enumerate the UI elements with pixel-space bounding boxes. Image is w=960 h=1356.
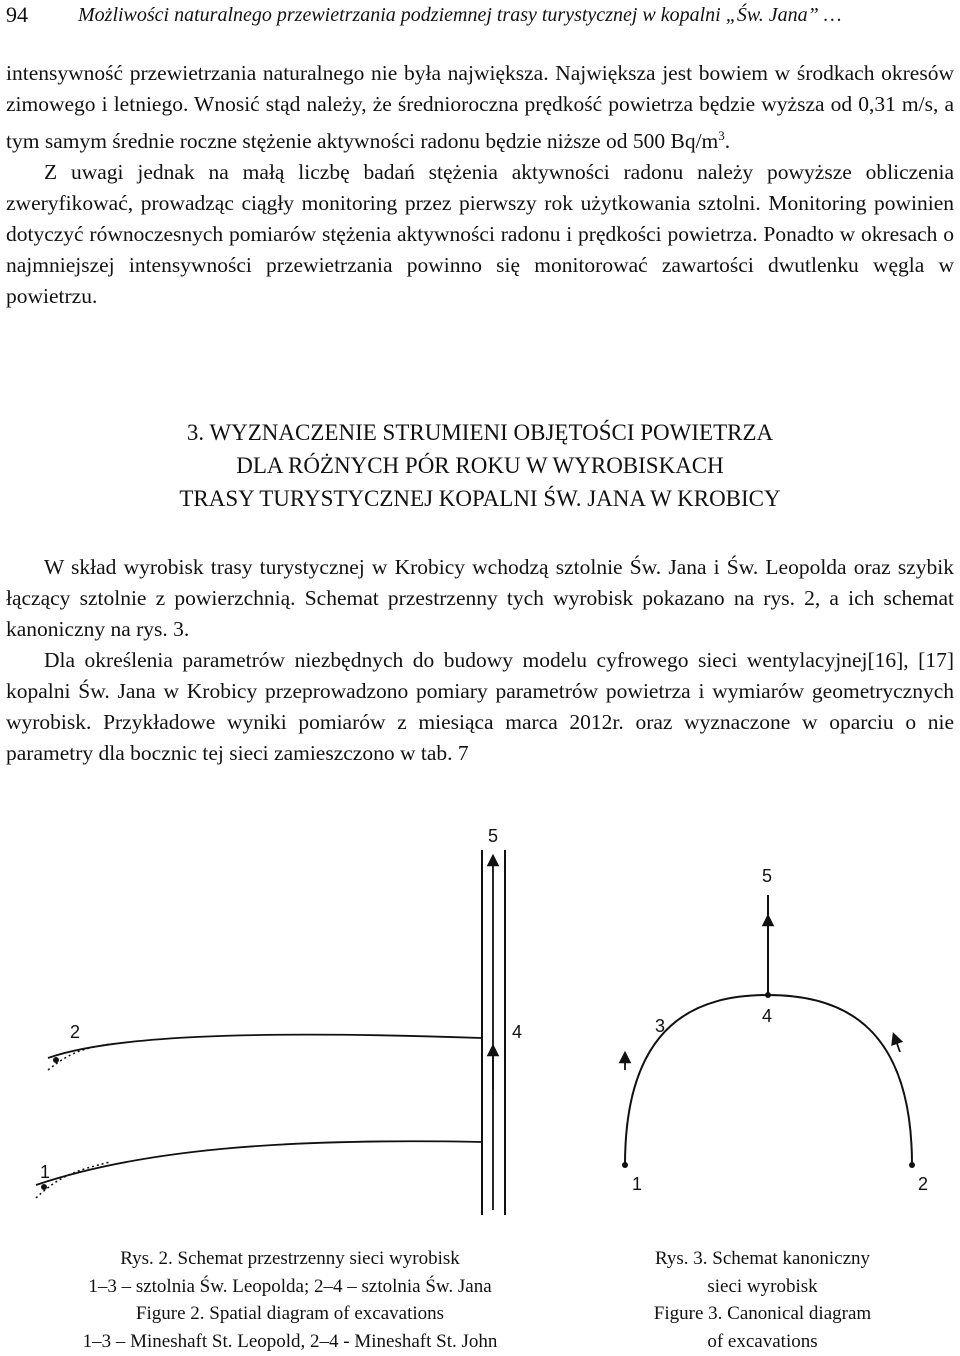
node-label: 1: [632, 1174, 643, 1194]
paragraph: intensywność przewietrzania naturalnego nie była największa. Największa jest bowiem w środkach okresów zimowego i letniego. Wnosić stąd należy, że średnioroczna prędkość powietrza będzie wyższa od 0,31 m/s, a tym samym średnie roczne stężenie aktywności radonu będzie niższe od 500 $Bq/m^3$.: [6, 61, 954, 154]
caption-line: 1–3 – Mineshaft St. Leopold, 2–4 - Mineshaft St. John: [82, 1330, 498, 1352]
caption-line: 1–3 – sztolnia Św. Leopolda; 2–4 – sztolnia Św. Jana: [88, 1275, 492, 1297]
body-text-top: [6, 58, 954, 312]
body-text-bottom: [6, 552, 954, 769]
node-1: [41, 1184, 47, 1190]
caption-line: Figure 3. Canonical diagram: [653, 1303, 872, 1324]
node-label: 3: [655, 1016, 666, 1036]
heading-line: 3. WYZNACZENIE STRUMIENI OBJĘTOŚCI POWIETRZA: [186, 420, 774, 445]
gallery-2-4-line: [48, 1035, 482, 1058]
node-4: [765, 992, 771, 998]
node-1: [622, 1162, 628, 1168]
airflow-arrow-2-4: [895, 1038, 900, 1052]
caption-line: sieci wyrobisk: [707, 1275, 818, 1297]
node-label: 5: [762, 866, 773, 886]
gallery-2-hatching: [48, 1044, 110, 1070]
figure-2-spatial-diagram: [36, 826, 522, 1215]
figures: [0, 820, 960, 1240]
node-label: 4: [762, 1006, 773, 1026]
node-label: 2: [918, 1174, 929, 1194]
node-label: 2: [70, 1022, 81, 1042]
running-title: Możliwości naturalnego przewietrzania podziemnej trasy turystycznej w kopalni „Św. Jana” …: [78, 4, 842, 26]
node-label: 1: [40, 1162, 51, 1182]
node-label: 4: [512, 1022, 523, 1042]
node-2: [909, 1162, 915, 1168]
caption-line: of excavations: [707, 1330, 818, 1352]
figure-3-caption: [615, 1245, 910, 1355]
paragraph: Z uwagi jednak na małą liczbę badań stężenia aktywności radonu należy powyższe obliczenia zweryfikować, prowadząc ciągły monitoring przez pierwszy rok użytkowania sztolni. Monitoring powinien dotyczyć równoczesnych pomiarów stężenia aktywności radonu i prędkości powietrza. Ponadto w okresach o najmniejszej intensywności przewietrzania powinno się monitorować zawartości dwutlenku węgla w powietrzu.: [6, 160, 954, 309]
caption-line: Figure 2. Spatial diagram of excavations: [135, 1303, 445, 1324]
section-heading: [0, 416, 960, 515]
figure-3-canonical-diagram: [622, 866, 928, 1194]
heading-line: DLA RÓŻNYCH PÓR ROKU W WYROBISKACH: [236, 453, 724, 478]
figure-2-caption: [30, 1245, 550, 1355]
paragraph: W skład wyrobisk trasy turystycznej w Krobicy wchodzą sztolnie Św. Jana i Św. Leopolda oraz szybik łączący sztolnie z powierzchnią. Schemat przestrzenny tych wyrobisk pokazano na rys. 2, a ich schemat kanoniczny na rys. 3.: [6, 555, 954, 641]
node-2: [53, 1057, 59, 1063]
heading-line: TRASY TURYSTYCZNEJ KOPALNI ŚW. JANA W KROBICY: [179, 486, 781, 511]
caption-line: Rys. 3. Schemat kanoniczny: [654, 1248, 871, 1269]
caption-line: Rys. 2. Schemat przestrzenny sieci wyrobisk: [120, 1248, 460, 1269]
paragraph: Dla określenia parametrów niezbędnych do budowy modelu cyfrowego sieci wentylacyjnej[16], [17] kopalni Św. Jana w Krobicy przeprowadzono pomiary parametrów powietrza i wymiarów geometrycznych wyrobisk. Przykładowe wyniki pomiarów z miesiąca marca 2012r. oraz wyznaczone w oparciu o nie parametry dla bocznic tej sieci zamieszczono w tab. 7: [6, 648, 954, 765]
superscript: 3: [718, 128, 725, 143]
node-label: 5: [488, 826, 499, 846]
page-header: [0, 0, 960, 40]
page-number: 94: [6, 2, 28, 27]
